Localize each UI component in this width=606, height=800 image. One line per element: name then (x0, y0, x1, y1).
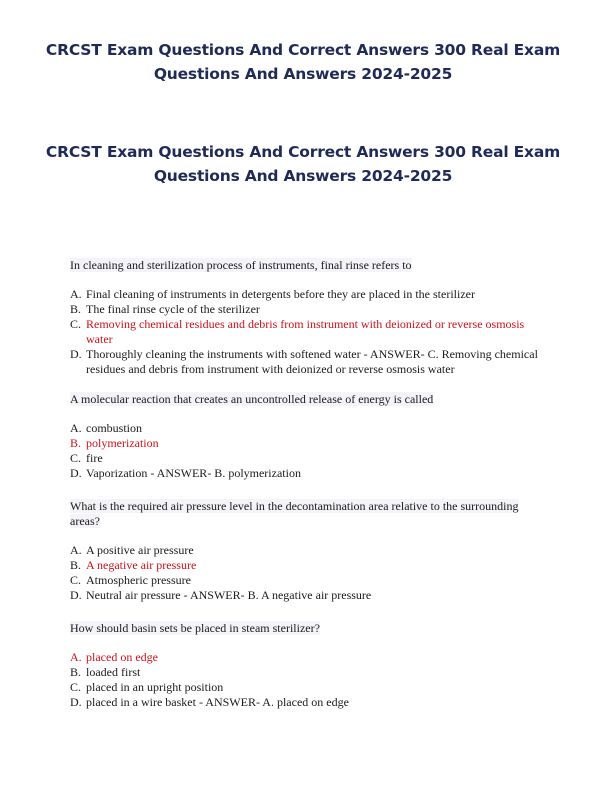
question-block-2 (70, 392, 540, 481)
options-list (70, 421, 540, 481)
option-a: A. Final cleaning of instruments in detergents before they are placed in the sterilizer (70, 287, 475, 301)
options-list (70, 543, 540, 603)
option-b: B. The final rinse cycle of the sterilizer (70, 302, 260, 316)
option-c: C. Atmospheric pressure (70, 573, 191, 587)
option-c: C. fire (70, 451, 103, 465)
question-text: What is the required air pressure level in the decontamination area relative to the surrounding areas? (70, 499, 519, 528)
option-c: C. Removing chemical residues and debris from instrument with deionized or reverse osmosis water (70, 317, 525, 346)
title-line-2: Questions And Answers 2024-2025 (153, 65, 453, 83)
question-block-3 (70, 499, 540, 603)
option-d: D. Vaporization - ANSWER- B. polymerization (70, 466, 301, 480)
option-a: A. placed on edge (70, 650, 158, 664)
question-block-4 (70, 621, 540, 710)
options-list (70, 650, 540, 710)
question-text: How should basin sets be placed in steam sterilizer? (70, 621, 320, 635)
repeat-title-line-2: Questions And Answers 2024-2025 (153, 167, 453, 185)
repeat-title (40, 140, 566, 188)
option-a: A. combustion (70, 421, 142, 435)
option-d: D. Neutral air pressure - ANSWER- B. A negative air pressure (70, 588, 372, 602)
question-text: In cleaning and sterilization process of instruments, final rinse refers to (70, 258, 412, 272)
option-c: C. placed in an upright position (70, 680, 224, 694)
option-b: B. polymerization (70, 436, 159, 450)
title-line-1: CRCST Exam Questions And Correct Answers 300 Real Exam (45, 41, 561, 59)
repeat-title-line-1: CRCST Exam Questions And Correct Answers 300 Real Exam (45, 143, 561, 161)
question-text: A molecular reaction that creates an uncontrolled release of energy is called (70, 392, 434, 406)
option-b: B. loaded first (70, 665, 141, 679)
option-b: B. A negative air pressure (70, 558, 197, 572)
option-a: A. A positive air pressure (70, 543, 194, 557)
page-title (40, 38, 566, 86)
option-d: D. placed in a wire basket - ANSWER- A. placed on edge (70, 695, 349, 709)
option-d: D. Thoroughly cleaning the instruments with softened water - ANSWER- C. Removing chemical residues and debris from instrument with deionized or reverse osmosis water (70, 347, 538, 376)
question-block-1 (70, 258, 540, 377)
options-list (70, 287, 540, 377)
